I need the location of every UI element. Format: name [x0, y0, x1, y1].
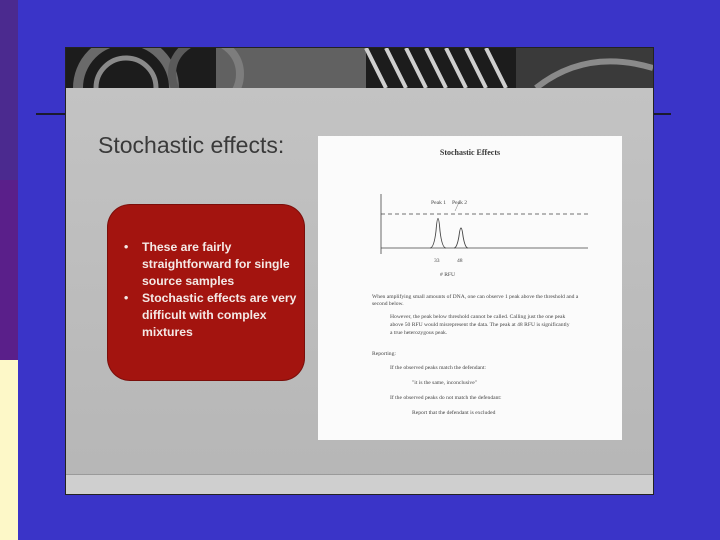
document-title: Stochastic Effects	[439, 148, 501, 157]
peak-2	[454, 228, 468, 248]
left-stripe-violet	[0, 0, 18, 180]
left-stripe-yellow	[0, 360, 18, 540]
report-item-2: If the observed peaks do not match the defendant:	[390, 395, 502, 401]
reporting-heading: Reporting:	[372, 351, 396, 357]
paragraph-2-line-1: However, the peak below threshold cannot be called. Calling just the one peak	[390, 314, 566, 320]
bullet-item-1: • These are fairly straightforward for single source samples	[116, 239, 300, 290]
divider-line-right	[653, 113, 671, 115]
slide-banner-image	[66, 48, 653, 88]
peak-2-label: Peak 2	[452, 200, 468, 206]
slide-title: Stochastic effects:	[98, 132, 285, 158]
peak-1-label: Peak 1	[431, 200, 447, 206]
slide-footer	[66, 474, 653, 494]
peak-1	[430, 219, 446, 249]
paragraph-1: When amplifying small amounts of DNA, one can observe 1 peak above the threshold and a second below.	[372, 294, 579, 307]
bullet-box	[108, 205, 304, 380]
report-item-2-sub: Report that the defendant is excluded	[412, 410, 496, 416]
paragraph-2-line-3: a true heterozygous peak.	[390, 330, 448, 336]
bullet-item-2: • Stochastic effects are very difficult with complex mixtures	[116, 290, 300, 341]
x-tick-48: 48	[457, 258, 463, 264]
scanned-document	[318, 136, 622, 440]
report-item-1: If the observed peaks match the defendant:	[390, 365, 486, 371]
bullet-list	[116, 239, 300, 341]
x-axis-label: # RFU	[440, 272, 456, 278]
x-tick-33: 33	[434, 258, 440, 264]
report-item-1-sub: "it is the same, inconclusive"	[412, 380, 477, 386]
slide-image	[66, 48, 653, 494]
paragraph-2-line-2: above 50 RFU would misrepresent the data. The peak at 48 RFU is significantly	[390, 322, 570, 328]
divider-line-left	[36, 113, 68, 115]
